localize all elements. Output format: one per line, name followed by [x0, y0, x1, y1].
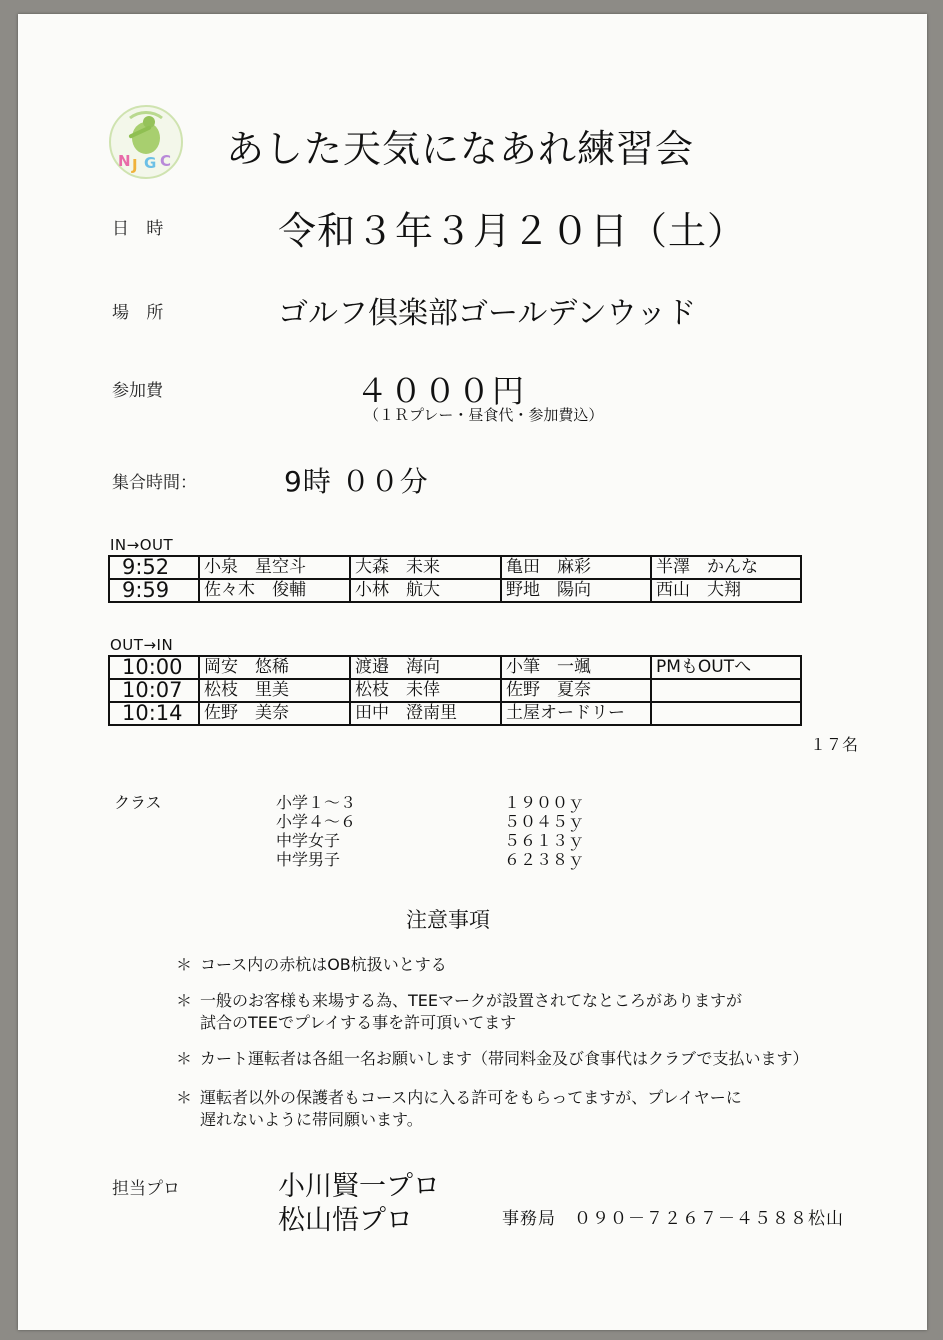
page-title: あした天気になあれ練習会 [226, 127, 695, 171]
class-name: 中学女子 [276, 831, 341, 850]
asterisk-icon: ＊ [176, 1049, 193, 1068]
venue-label: 場 所 [112, 303, 170, 323]
notice-text: 運転者以外の保護者もコース内に入る許可をもらってますが、プレイヤーに [200, 1088, 742, 1107]
player-note: PMもOUTへ [651, 656, 801, 679]
njgc-logo [108, 104, 184, 180]
venue-name: ゴルフ倶楽部ゴールデンウッド [278, 296, 697, 331]
table-row [109, 679, 801, 702]
pro-name: 松山悟プロ [278, 1205, 413, 1236]
player-name: 渡邉 海向 [350, 656, 501, 679]
class-yardage: ５０４５ｙ [504, 812, 585, 831]
in-out-label: IN→OUT [110, 536, 174, 554]
out-in-label: OUT→IN [110, 636, 174, 654]
player-name: 松枝 未倖 [350, 679, 501, 702]
player-name: 岡安 悠稀 [199, 656, 350, 679]
player-name: 佐野 美奈 [199, 702, 350, 725]
notice-item [176, 990, 876, 1036]
notice-item [176, 1087, 876, 1133]
class-yardage: １９００ｙ [504, 793, 585, 812]
meeting-time-label: 集合時間： [112, 473, 197, 493]
out-in-table [108, 655, 802, 726]
fee-note: （１Ｒプレー・昼食代・参加費込） [364, 406, 604, 424]
table-row [109, 656, 801, 679]
pro-label: 担当プロ [112, 1179, 180, 1199]
notice-item [176, 1048, 886, 1072]
tee-time: 9:52 [109, 556, 199, 579]
player-name: 西山 大翔 [651, 579, 801, 602]
fee-amount: ４０００円 [356, 372, 527, 410]
player-name: 田中 澄南里 [350, 702, 501, 725]
notice-text: 遅れないように帯同願います。 [200, 1110, 423, 1129]
class-name: 中学男子 [276, 850, 341, 869]
svg-text:G: G [144, 154, 157, 172]
table-row [109, 579, 801, 602]
player-name: 小林 航大 [350, 579, 501, 602]
table-row [109, 702, 801, 725]
office-contact: 事務局 ０９０－７２６７－４５８８松山 [502, 1209, 844, 1229]
meeting-time: 9時 ００分 [284, 465, 429, 498]
fee-label: 参加費 [112, 381, 163, 401]
player-name: 大森 未来 [350, 556, 501, 579]
player-name: 松枝 里美 [199, 679, 350, 702]
asterisk-icon: ＊ [176, 991, 193, 1010]
svg-text:N: N [118, 152, 131, 170]
class-name: 小学４～６ [276, 812, 357, 831]
notice-heading: 注意事項 [406, 908, 490, 932]
player-name: 佐々木 俊輔 [199, 579, 350, 602]
notice-text: 一般のお客様も来場する為、TEEマークが設置されてなところがありますが [200, 991, 742, 1010]
class-name: 小学１～３ [276, 793, 357, 812]
player-name: 佐野 夏奈 [501, 679, 651, 702]
svg-text:C: C [160, 152, 172, 170]
player-name: 土屋オードリー [501, 702, 651, 725]
notice-text: カート運転者は各組一名お願いします（帯同料金及び食事代はクラブで支払います） [200, 1049, 809, 1068]
table-row [109, 556, 801, 579]
tee-time: 10:07 [109, 679, 199, 702]
player-name: 小泉 星空斗 [199, 556, 350, 579]
player-name: 小筆 一颯 [501, 656, 651, 679]
player-name: 亀田 麻彩 [501, 556, 651, 579]
participant-count: １７名 [810, 735, 859, 754]
asterisk-icon: ＊ [176, 955, 193, 974]
class-label: クラス [114, 793, 162, 812]
notice-text: コース内の赤杭はOB杭扱いとする [200, 955, 447, 974]
pro-name: 小川賢一プロ [278, 1171, 440, 1202]
tee-time: 10:14 [109, 702, 199, 725]
tee-time: 9:59 [109, 579, 199, 602]
svg-text:J: J [132, 156, 138, 174]
player-name [651, 702, 801, 725]
class-yardage: ６２３８ｙ [504, 850, 585, 869]
date-label: 日 時 [112, 219, 170, 239]
player-name [651, 679, 801, 702]
asterisk-icon: ＊ [176, 1088, 193, 1107]
player-name: 半澤 かんな [651, 556, 801, 579]
event-date: 令和３年３月２０日（土） [278, 209, 747, 253]
notice-text: 試合のTEEでプレイする事を許可頂いてます [200, 1013, 517, 1032]
notice-item [176, 954, 876, 978]
player-name: 野地 陽向 [501, 579, 651, 602]
class-yardage: ５６１３ｙ [504, 831, 585, 850]
tee-time: 10:00 [109, 656, 199, 679]
in-out-table [108, 555, 802, 603]
